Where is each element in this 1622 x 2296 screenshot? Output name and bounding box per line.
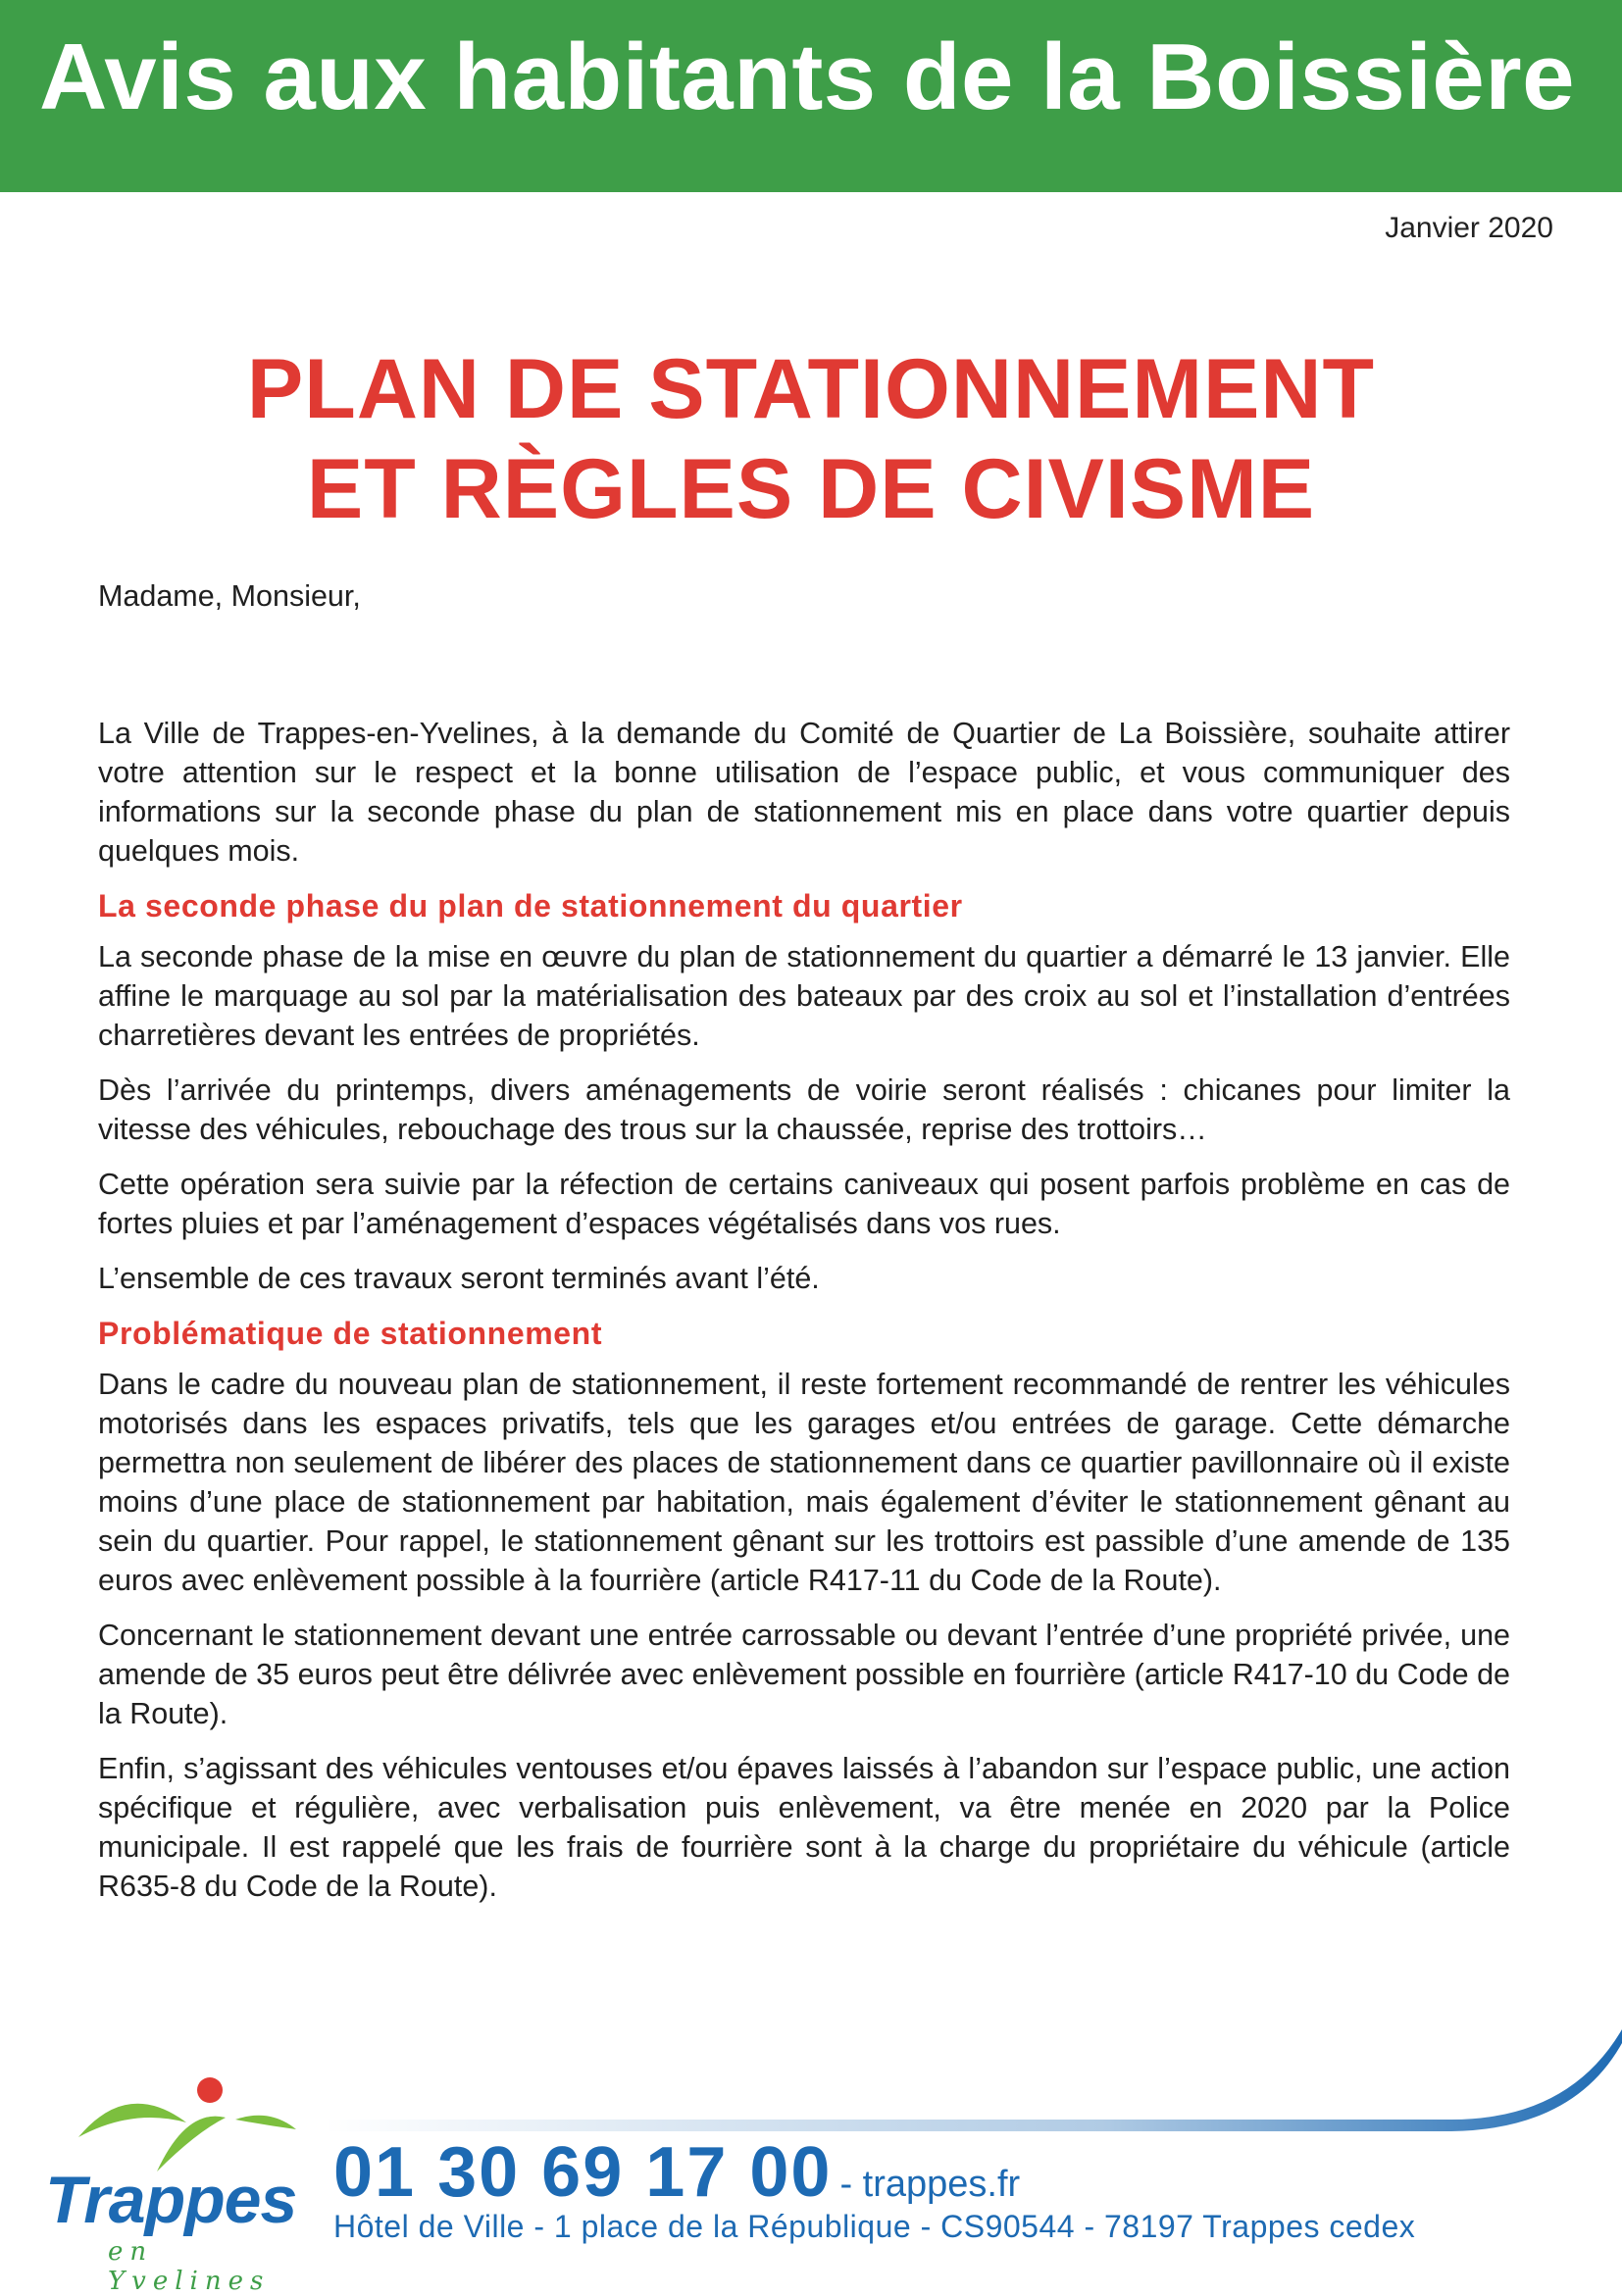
- section-heading-phase: La seconde phase du plan de stationnement du quartier: [98, 888, 963, 923]
- intro-paragraph: La Ville de Trappes-en-Yvelines, à la demande du Comité de Quartier de La Boissière, souhaite attirer votre attention sur le respect et la bonne utilisation de l’espace public, et vous communiquer des informations sur la seconde phase du plan de stationnement mis en place dans votre quartier depuis quelques mois.: [98, 717, 1510, 868]
- document-date: Janvier 2020: [1385, 212, 1553, 244]
- paragraph: Concernant le stationnement devant une entrée carrossable ou devant l’entrée d’une propriété privée, une amende de 35 euros peut être délivrée avec enlèvement possible en fourrière (article R417-10 du Code de la Route).: [98, 1619, 1510, 1730]
- website-link[interactable]: - trappes.fr: [839, 2164, 1021, 2205]
- postal-address: Hôtel de Ville - 1 place de la République - CS90544 - 78197 Trappes cedex: [333, 2209, 1416, 2244]
- paragraph: Enfin, s’agissant des véhicules ventouses et/ou épaves laissés à l’abandon sur l’espace public, une action spécifique et régulière, avec verbalisation puis enlèvement, va être menée en 2020 par la Police municipale. Il est rappelé que les frais de fourrière sont à la charge du propriétaire du véhicule (article R635-8 du Code de la Route).: [98, 1752, 1510, 1903]
- banner-title: Avis aux habitants de la Boissière: [39, 25, 1576, 129]
- trappes-logo: [39, 2069, 314, 2296]
- main-title-line2: ET RÈGLES DE CIVISME: [306, 442, 1316, 536]
- header-banner: [0, 0, 1622, 192]
- letter-body: [98, 576, 1510, 1922]
- salutation: Madame, Monsieur,: [98, 579, 361, 613]
- paragraph: La seconde phase de la mise en œuvre du plan de stationnement du quartier a démarré le 13 janvier. Elle affine le marquage au sol par la matérialisation des bateaux par des croix au sol et l’installation d’entrées charretières devant les entrées de propriétés.: [98, 940, 1510, 1052]
- section-heading-parking: Problématique de stationnement: [98, 1316, 603, 1351]
- logo-subtitle: en Yvelines: [108, 2237, 271, 2296]
- main-title: [0, 339, 1622, 539]
- leaf-figure-icon: [39, 2069, 314, 2176]
- paragraph: Dès l’arrivée du printemps, divers aménagements de voirie seront réalisés : chicanes pour limiter la vitesse des véhicules, rebouchage des trous sur la chaussée, reprise des trottoirs…: [98, 1073, 1510, 1146]
- footer: [0, 2029, 1622, 2296]
- logo-wordmark: Trappes: [45, 2163, 297, 2237]
- contact-line: [333, 2133, 1020, 2212]
- paragraph: L’ensemble de ces travaux seront terminés avant l’été.: [98, 1262, 820, 1295]
- paragraph: Dans le cadre du nouveau plan de stationnement, il reste fortement recommandé de rentrer les véhicules motorisés dans les espaces privatifs, tels que les garages et/ou entrées de garage. Cette démarche permettra non seulement de libérer des places de stationnement dans ce quartier pavillonnaire où il existe moins d’une place de stationnement par habitation, mais également d’éviter le stationnement gênant au sein du quartier. Pour rappel, le stationnement gênant sur les trottoirs est passible d’une amende de 135 euros avec enlèvement possible à la fourrière (article R417-11 du Code de la Route).: [98, 1368, 1510, 1597]
- phone-number: 01 30 69 17 00: [333, 2133, 833, 2212]
- paragraph: Cette opération sera suivie par la réfection de certains caniveaux qui posent parfois problème en cas de fortes pluies et par l’aménagement d’espaces végétalisés dans vos rues.: [98, 1168, 1510, 1240]
- main-title-line1: PLAN DE STATIONNEMENT: [246, 342, 1376, 436]
